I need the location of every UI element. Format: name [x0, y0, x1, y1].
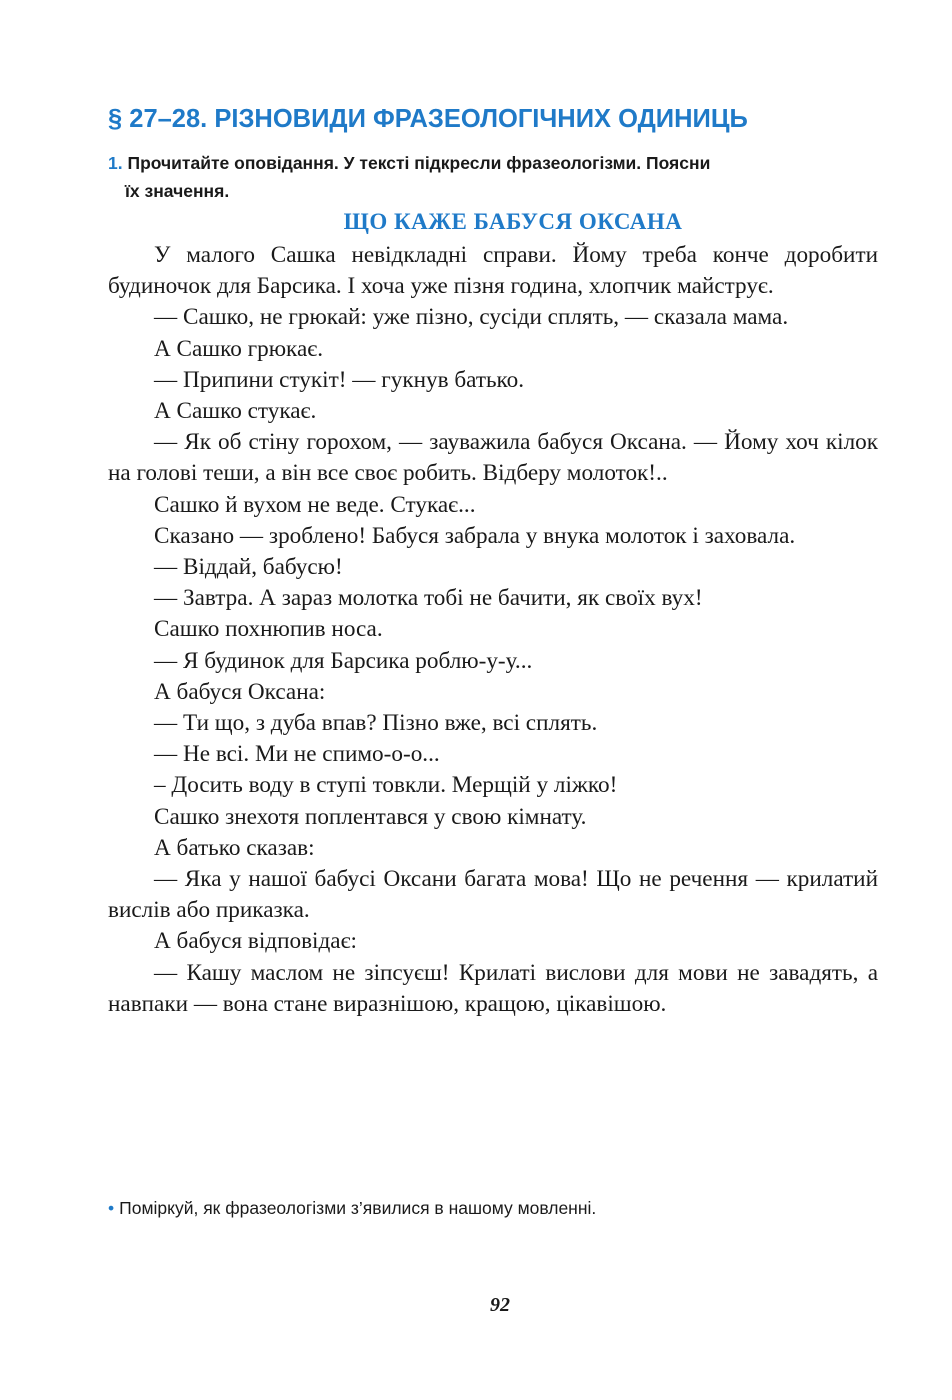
story-paragraph: А Сашко грюкає.: [154, 335, 324, 362]
story-paragraph: Сашко похнюпив носа.: [154, 616, 383, 643]
story-paragraph: Сашко й вухом не веде. Стукає...: [154, 491, 476, 518]
story-paragraph: — Ти що, з дуба впав? Пізно вже, всі сплять.: [154, 710, 598, 737]
bullet-icon: •: [108, 1198, 115, 1218]
page-number: 92: [490, 1294, 510, 1316]
story-paragraph: – Досить воду в ступі товкли. Мерщій у ліжко!: [154, 772, 618, 799]
task-text-line2: їх значення.: [125, 181, 230, 201]
story-paragraph: Сашко знехотя поплентався у свою кімнату.: [154, 803, 587, 830]
story-body: [108, 240, 878, 1020]
story-paragraph: У малого Сашка невідкладні справи. Йому треба конче доробити будиночок для Барсика. І хоча уже пізня година, хлопчик майструє.: [108, 242, 878, 300]
section-title: § 27–28. РІЗНОВИДИ ФРАЗЕОЛОГІЧНИХ ОДИНИЦЬ: [108, 105, 748, 133]
story-paragraph: — Сашко, не грюкай: уже пізно, сусіди сплять, — сказала мама.: [154, 304, 789, 331]
story-paragraph: — Кашу маслом не зіпсуєш! Крилаті вислови для мови не завадять, а навпаки — вона стане виразнішою, кращою, цікавішою.: [108, 959, 878, 1017]
story-paragraph: А Сашко стукає.: [154, 398, 317, 425]
story-paragraph: А бабуся Оксана:: [154, 678, 326, 705]
story-paragraph: — Не всі. Ми не спимо-о-о...: [154, 741, 440, 768]
task-number: 1.: [108, 153, 123, 173]
story-title: ЩО КАЖЕ БАБУСЯ ОКСАНА: [343, 209, 683, 234]
story-paragraph: А батько сказав:: [154, 834, 315, 861]
reflection-note-text: Поміркуй, як фразеологізми з’явилися в нашому мовленні.: [119, 1198, 597, 1218]
story-paragraph: — Яка у нашої бабусі Оксани багата мова! Що не речення — крилатий вислів або приказка.: [108, 866, 878, 924]
task-text-line1: Прочитайте оповідання. У тексті підкресли фразеологізми. Поясни: [127, 153, 711, 173]
textbook-page: [108, 0, 878, 1400]
story-paragraph: А бабуся відповідає:: [154, 928, 357, 955]
story-paragraph: — Припини стукіт! — гукнув батько.: [154, 366, 525, 393]
story-paragraph: Сказано — зроблено! Бабуся забрала у внука молоток і заховала.: [154, 522, 796, 549]
story-paragraph: — Як об стіну горохом, — зауважила бабуся Оксана. — Йому хоч кілок на голові теши, а він все своє робить. Відберу молоток!..: [108, 429, 878, 487]
story-paragraph: — Завтра. А зараз молотка тобі не бачити, як своїх вух!: [154, 585, 703, 612]
story-paragraph: — Віддай, бабусю!: [154, 554, 343, 581]
story-paragraph: — Я будинок для Барсика роблю-у-у...: [154, 647, 533, 674]
reflection-note: [108, 1195, 596, 1221]
task-instruction: [108, 149, 878, 205]
